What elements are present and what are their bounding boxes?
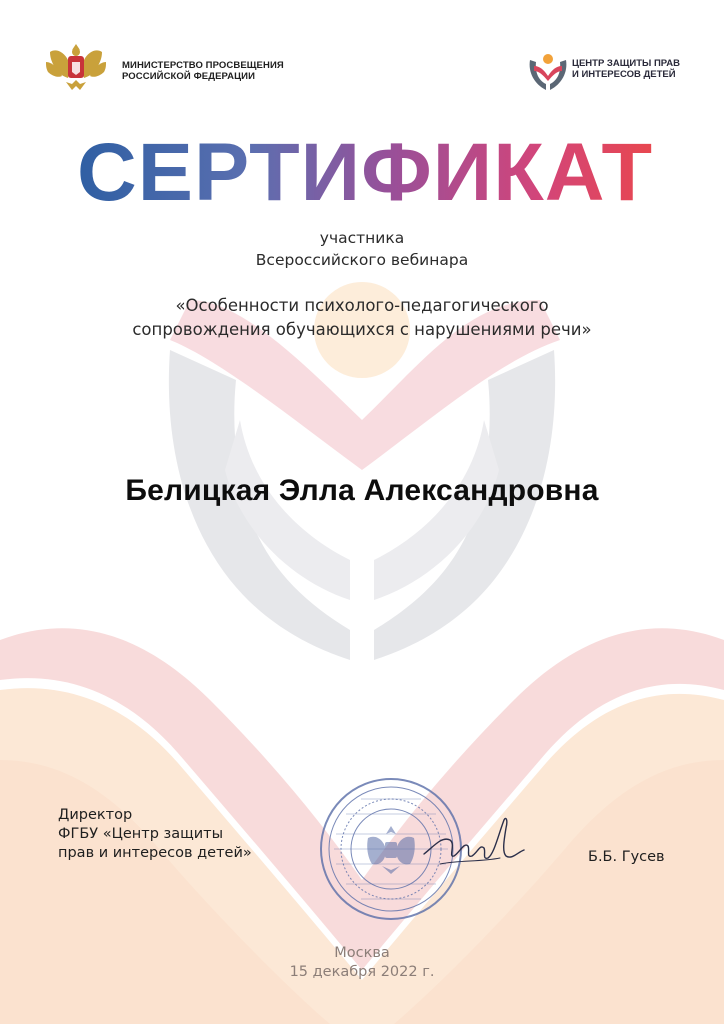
recipient-name: Белицкая Элла Александровна [125,474,599,507]
signer-name: Б.Б. Гусев [588,849,665,865]
signatory-position [58,806,252,863]
ministry-eagle-emblem-icon [42,38,110,94]
title-text: СЕРТИФИКАТ [77,128,653,218]
topic-line-2: сопровождения обучающихся с нарушениями речи» [132,320,592,339]
center-line-1: ЦЕНТР ЗАЩИТЫ ПРАВ [572,58,681,69]
ministry-line-2: РОССИЙСКОЙ ФЕДЕРАЦИИ [122,71,256,82]
issue-city: Москва [334,945,390,961]
center-name [572,58,680,80]
position-line-2: ФГБУ «Центр защиты [58,826,224,842]
child-rights-center-logo [528,50,698,94]
ministry-line-1: МИНИСТЕРСТВО ПРОСВЕЩЕНИЯ [122,60,284,71]
subtitle-webinar: Всероссийского вебинара [255,251,469,269]
subtitle-participant: участника [319,229,405,247]
ministry-logo [42,38,282,94]
position-line-1: Директор [58,807,133,823]
center-line-2: И ИНТЕРЕСОВ ДЕТЕЙ [572,69,676,80]
topic-line-1: «Особенности психолого-педагогического [175,296,549,315]
position-line-3: прав и интересов детей» [58,845,252,861]
handwritten-signature-icon [420,806,530,876]
certificate-title [70,128,660,218]
issue-date: 15 декабря 2022 г. [289,964,435,980]
child-rights-center-logo-icon [528,50,568,92]
ministry-name [122,60,284,82]
